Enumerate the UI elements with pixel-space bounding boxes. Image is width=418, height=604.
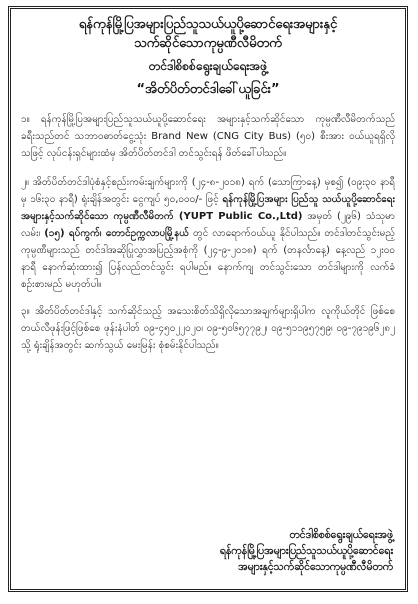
notice-body (21, 15, 395, 583)
paragraph-2-address: အမှတ် (၂၉၆) သံသုမာလမ်း၊ (21, 211, 395, 239)
company-name: ရန်ကုန်မြို့ပြအများ ပြည်သူ သယ်ယူပို့ဆောင်ရေး အများနှင့်သက်ဆိုင်သော ကုမ္ပဏီလီမိတက် (YUPT Public Co.,Ltd) (21, 194, 395, 222)
paragraph-2 (21, 174, 395, 293)
header-line-2: သက်ဆိုင်သောကုမ္ပဏီလီမိတက် (134, 36, 282, 51)
signature-line-3: အများနှင့်သက်ဆိုင်သောကုမ္ပဏီလီမိတက် (238, 561, 393, 573)
signature-line-2: ရန်ကုန်မြို့ပြအများပြည်သူသယ်ယူပို့ဆောင်ရေး (219, 545, 393, 557)
paragraph-2-rest: တွင် လာရောက်ဝယ်ယူ နိုင်ပါသည်။ တင်ဒါတင်သွင်းမည့် ကုမ္ပဏီများသည် တင်ဒါအဆိုပြုလွှာအပြည့်အစုံကို (၂၄-၉-၂၀၁၈) ရက် (တနင်္လာနေ့) နေ့လည် ၁၂း၀၀ နာရီ နောက်ဆုံးထား၍ ပြန်လည်တင်သွင်း ရပါမည်။ နောက်ကျ တင်သွင်းသော တင်ဒါများကို လက်ခံစဉ်းစားမည် မဟုတ်ပါ။ (21, 228, 396, 290)
header-line-1: ရန်ကုန်မြို့ပြအများပြည်သူသယ်ယူပို့ဆောင်ရေးအများနှင့် (78, 17, 338, 32)
signature-block (203, 527, 393, 575)
notice-frame (8, 6, 408, 592)
committee-title: တင်ဒါစိစစ်ရွေးချယ်ရေးအဖွဲ့ (148, 59, 268, 73)
ward-township: (၁၅) ရပ်ကွက်၊ တောင်ဥက္ကလာပမြို့နယ် (44, 228, 189, 239)
notice-title: “အိတ်ပိတ်တင်ဒါခေါ်ယူခြင်း” (136, 82, 280, 97)
signature-line-1: တင်ဒါစိစစ်ရွေးချယ်ရေးအဖွဲ့ (289, 529, 393, 541)
paragraph-2-intro: ၂။ အိတ်ပိတ်တင်ဒါပုံစံနှင့်စည်းကမ်းချက်များကို (၂၄-၈-၂၀၁၈) ရက် (သောကြာနေ့) မှစ၍ (၀၉း၃၀ နာရီ မှ ၁၆း၃၀ နာရီ) ရုံးချိန်အတွင်း ငွေကျပ် ၅၀,၀၀၀/- ဖြင့် (21, 177, 395, 205)
paragraph-3: ၃။ အိတ်ပိတ်တင်ဒါနှင့် သက်ဆိုင်သည့် အသေးစိတ်သိရှိလိုသောအချက်များရှိပါက လူကိုယ်တိုင် ဖြစ်စေ တယ်လီဖုန်းဖြင့်ဖြစ်စေ ဖုန်းနံပါတ် ၀၉-၄၅၀၂၂၀၂၀၊ ၀၉-၅၀၆၅၇၇၉၂၊ ၀၉-၅၁၁၉၅၇၅၉၊ ၀၉-၇၉၁၉၆၂၈၂ သို့ ရုံးချိန်အတွင်း ဆက်သွယ် မေးမြန်း စုံစမ်းနိုင်ပါသည်။ (21, 306, 395, 351)
paragraph-1: ၁။ ရန်ကုန်မြို့ပြအများပြည်သူသယ်ယူပို့ဆောင်ရေး အများနှင့်သက်ဆိုင်သော ကုမ္ပဏီလီမိတက်သည် ခရီးသည်တင် သဘာဝဓာတ်ငွေ့သုံး Brand New (CNG City Bus) (၅၀) စီးအား ဝယ်ယူရရှိလိုသဖြင့် လုပ်ငန်းရှင်များထံမှ အိတ်ပိတ်တင်ဒါ တင်သွင်းရန် ဖိတ်ခေါ်ပါသည်။ (21, 114, 395, 159)
